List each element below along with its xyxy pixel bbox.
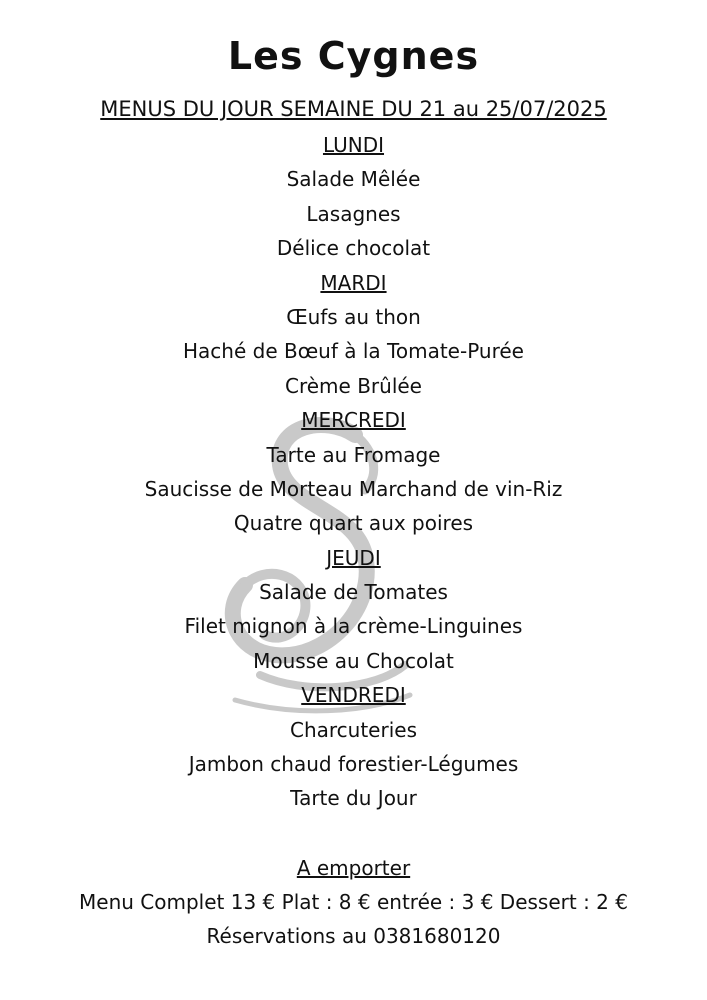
weekly-menu [0,128,707,816]
reservation-phone: Réservations au 0381680120 [206,924,501,948]
menu-item: Mousse au Chocolat [253,648,454,673]
takeaway-prices: Menu Complet 13 € Plat : 8 € entrée : 3 € Dessert : 2 € [79,890,628,914]
menu-item: Charcuteries [289,717,417,742]
takeaway-section [0,851,707,953]
menu-item: Filet mignon à la crème-Linguines [184,614,523,639]
menu-item: Délice chocolat [276,236,431,261]
menu-item: Lasagnes [306,201,401,226]
menu-item: Haché de Bœuf à la Tomate-Purée [183,339,524,364]
menu-item: Salade Mêlée [286,167,421,192]
day-heading-lundi: LUNDI [322,133,385,157]
menu-week-heading: MENUS DU JOUR SEMAINE DU 21 au 25/07/2025 [100,97,607,121]
day-heading-vendredi: VENDREDI [301,683,406,708]
menu-item: Salade de Tomates [259,580,448,605]
menu-item: Saucisse de Morteau Marchand de vin-Riz [144,476,563,501]
takeaway-heading: A emporter [296,856,411,880]
menu-item: Jambon chaud forestier-Légumes [188,752,519,777]
menu-item: Quatre quart aux poires [233,511,474,536]
page-title: Les Cygnes [227,34,480,78]
menu-item: Tarte au Fromage [266,442,441,467]
day-heading-jeudi: JEUDI [326,545,381,570]
menu-item: Œufs au thon [286,304,421,329]
menu-item: Crème Brûlée [285,373,422,398]
day-heading-mardi: MARDI [320,270,387,295]
day-heading-mercredi: MERCREDI [301,408,406,433]
menu-item: Tarte du Jour [290,786,417,811]
